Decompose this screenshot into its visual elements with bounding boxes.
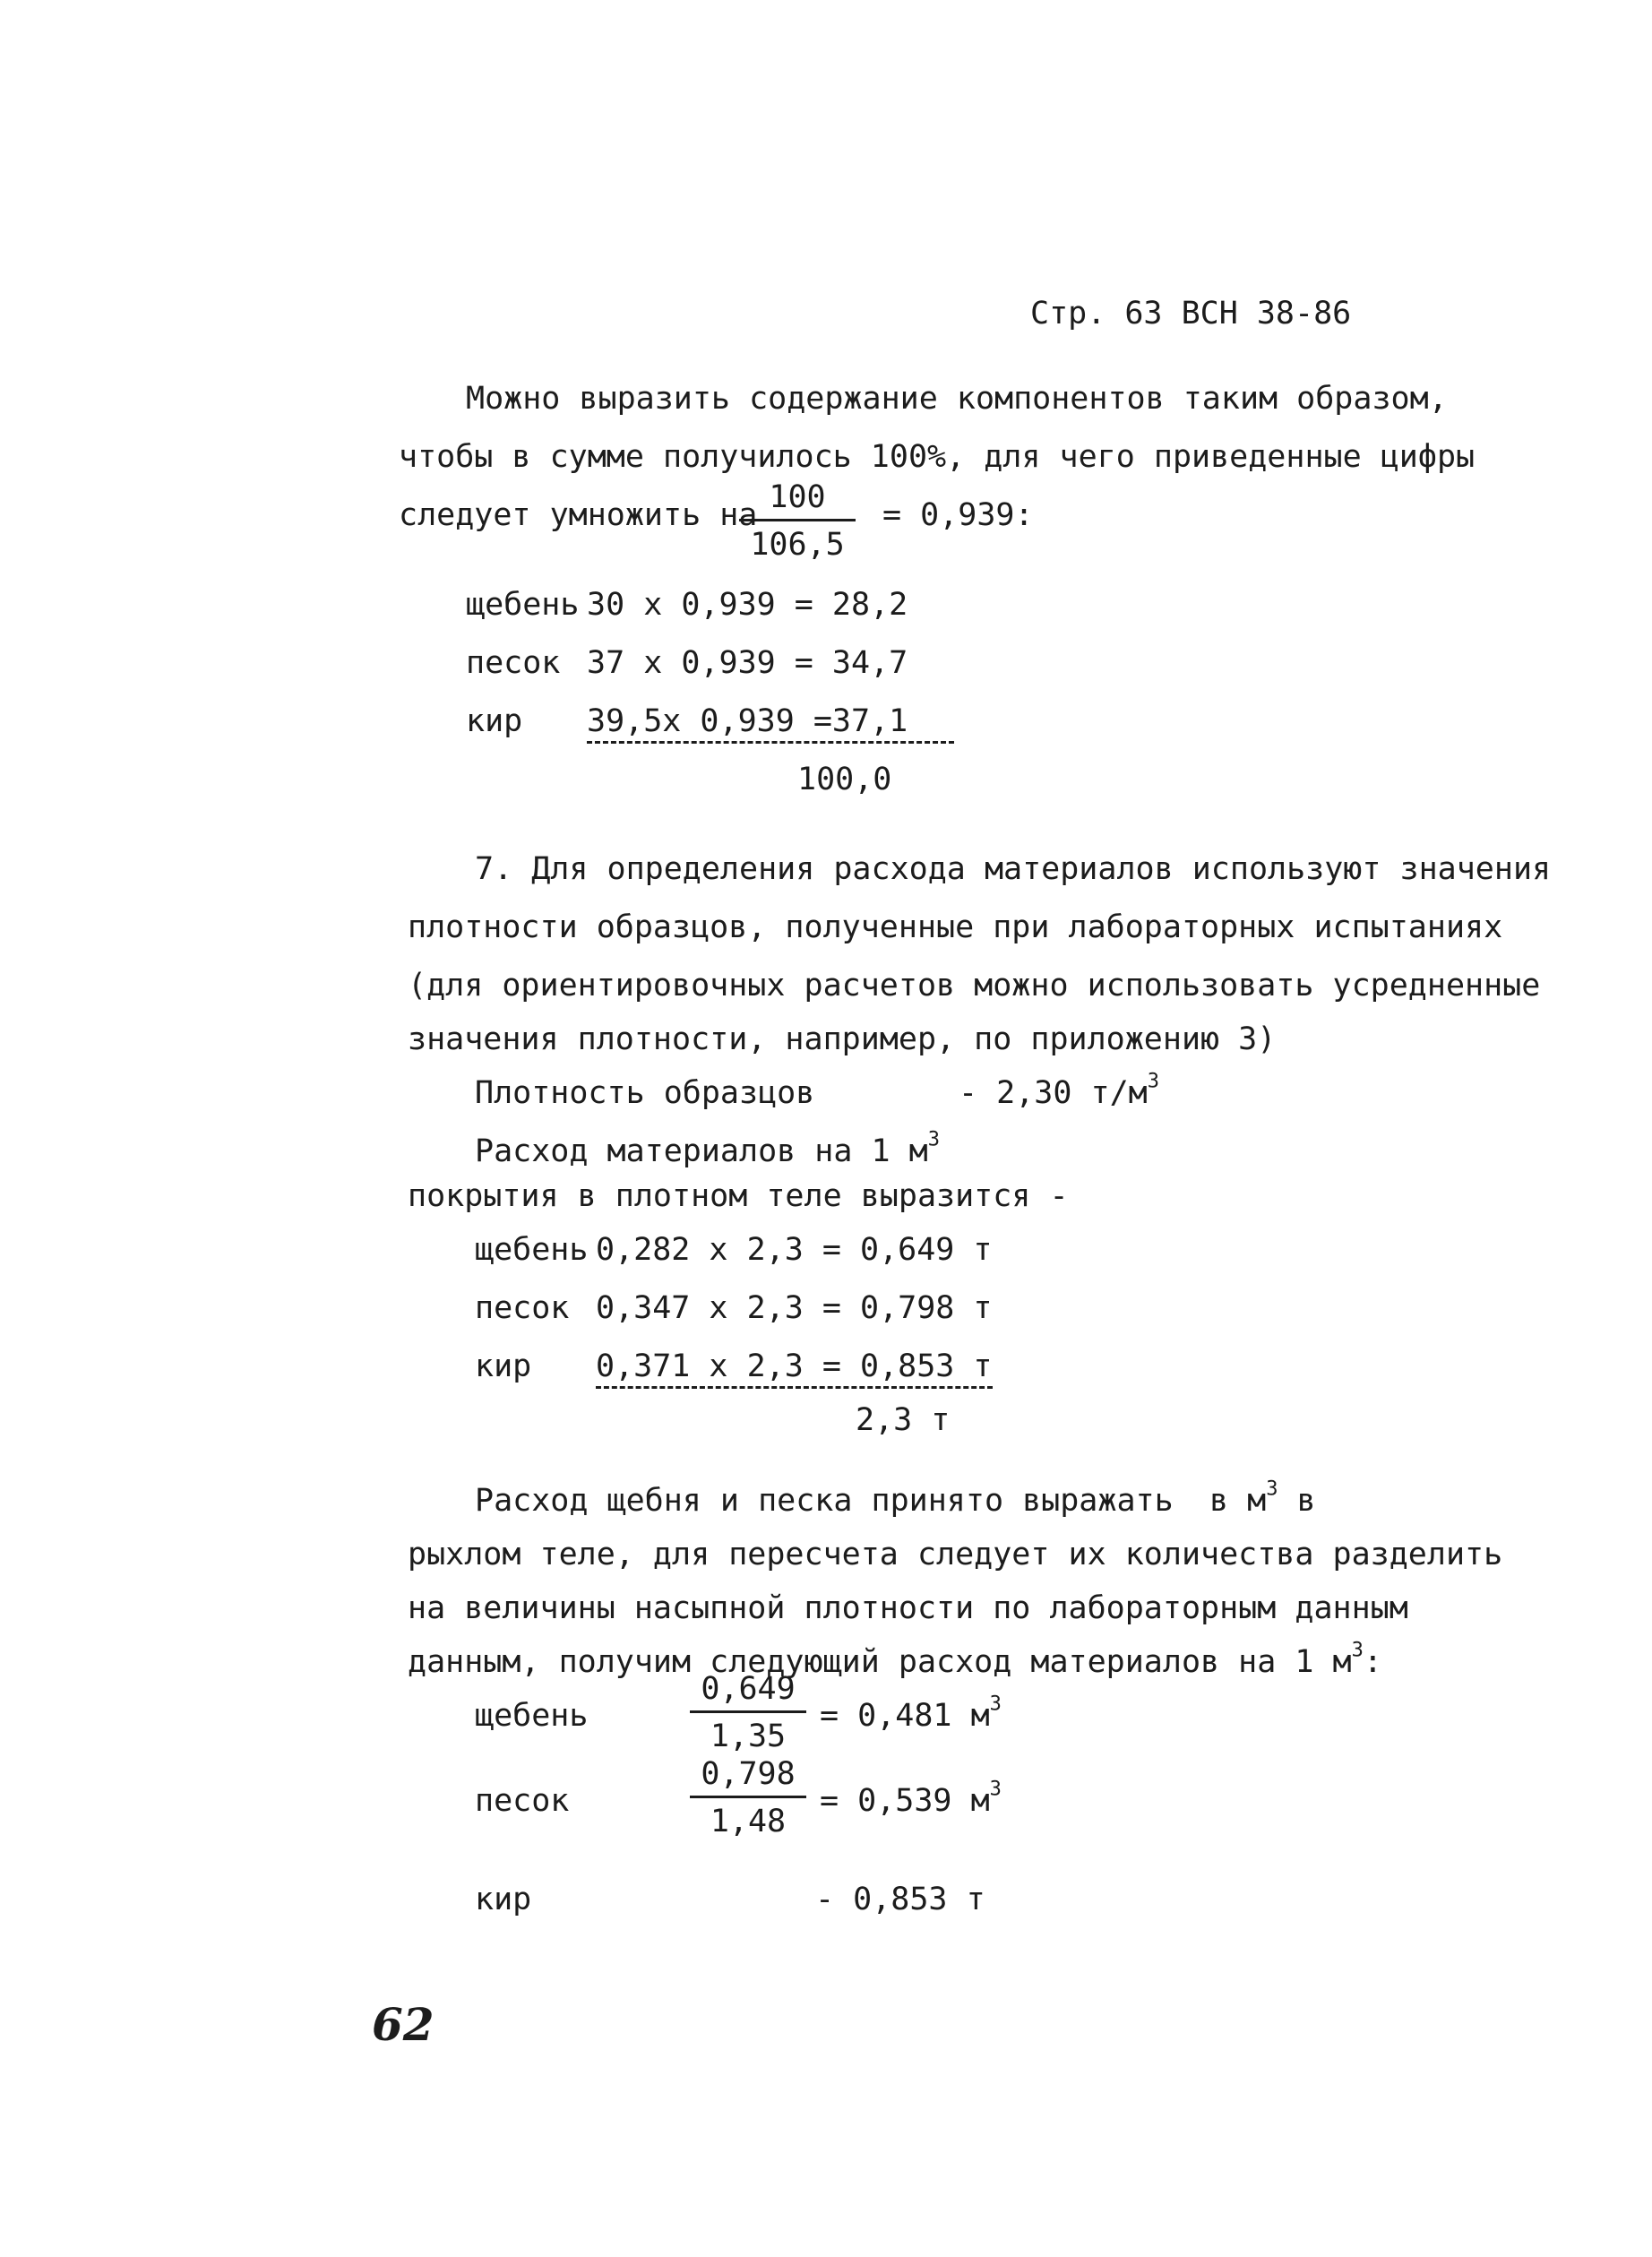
conversion-line-4-end: : bbox=[1363, 1644, 1382, 1680]
calc3-fraction-denominator: 1,35 bbox=[710, 1719, 787, 1754]
density-label: Плотность образцов bbox=[475, 1075, 815, 1111]
conversion-line-2: рыхлом теле, для пересчета следует их количества разделить bbox=[408, 1537, 1503, 1572]
section7-line-2: плотности образцов, полученные при лабораторных испытаниях bbox=[408, 909, 1503, 945]
section7-line-3: (для ориентировочных расчетов можно использовать усредненные bbox=[408, 968, 1541, 1004]
calc3-fraction bbox=[690, 1671, 806, 1754]
calc3-row-label: щебень bbox=[475, 1698, 589, 1734]
intro-fraction-denominator: 106,5 bbox=[750, 527, 845, 563]
calc3-row-result-text: = 0,539 м bbox=[820, 1783, 990, 1819]
calc3-fraction bbox=[690, 1756, 806, 1839]
conversion-line-4-text: данным, получим следующий расход материалов на 1 м bbox=[408, 1644, 1352, 1680]
calc3-row-result-text: = 0,481 м bbox=[820, 1698, 990, 1734]
calc1-row-label: кир bbox=[466, 703, 523, 739]
intro-fraction-numerator: 100 bbox=[739, 479, 856, 521]
conversion-line-1-tail-text: в м bbox=[1209, 1483, 1267, 1519]
calc3-row-label: песок bbox=[475, 1783, 570, 1819]
intro-line-3-prefix: следует умножить на bbox=[399, 497, 758, 533]
calc3-kir-result: - 0,853 т bbox=[815, 1882, 985, 1917]
calc1-row-label: щебень bbox=[466, 587, 580, 623]
density-unit-sup: 3 bbox=[1147, 1070, 1159, 1093]
conversion-line-4-sup: 3 bbox=[1351, 1639, 1364, 1662]
calc1-row-expr: 39,5х 0,939 =37,1 bbox=[587, 703, 954, 744]
calc2-row-expr: 0,282 х 2,3 = 0,649 т bbox=[596, 1232, 993, 1268]
conversion-line-1: Расход щебня и песка принято выражать bbox=[475, 1483, 1174, 1519]
calc2-total: 2,3 т bbox=[856, 1402, 951, 1438]
calc1-row-expr: 37 х 0,939 = 34,7 bbox=[587, 645, 908, 681]
calc2-row-label: щебень bbox=[475, 1232, 589, 1268]
calc1-row-expr: 30 х 0,939 = 28,2 bbox=[587, 587, 908, 623]
conversion-line-1-tail bbox=[1209, 1477, 1316, 1519]
page-number: 62 bbox=[372, 1998, 435, 2051]
intro-line-3-suffix: = 0,939: bbox=[882, 497, 1034, 533]
calc3-kir-label: кир bbox=[475, 1882, 532, 1917]
density-value-text: - 2,30 т/м bbox=[959, 1075, 1148, 1111]
calc1-row-label: песок bbox=[466, 645, 561, 681]
calc3-fraction-denominator: 1,48 bbox=[710, 1804, 787, 1839]
consumption-line-1-sup: 3 bbox=[927, 1128, 940, 1151]
section7-line-1: 7. Для определения расхода материалов используют значения bbox=[475, 851, 1552, 887]
calc3-row-result bbox=[820, 1693, 1002, 1734]
calc2-row-expr: 0,371 х 2,3 = 0,853 т bbox=[596, 1348, 993, 1389]
consumption-line-1 bbox=[475, 1128, 940, 1169]
intro-fraction bbox=[739, 479, 856, 563]
calc1-total: 100,0 bbox=[797, 762, 892, 797]
consumption-line-1-text: Расход материалов на 1 м bbox=[475, 1133, 928, 1169]
calc3-row-result-sup: 3 bbox=[989, 1693, 1002, 1716]
conversion-line-3: на величины насыпной плотности по лабораторным данным bbox=[408, 1590, 1408, 1626]
page-header: Стр. 63 ВСН 38-86 bbox=[1030, 296, 1352, 332]
calc3-row-result-sup: 3 bbox=[989, 1778, 1002, 1801]
conversion-line-1-sup: 3 bbox=[1266, 1477, 1278, 1501]
calc3-fraction-numerator: 0,798 bbox=[690, 1756, 806, 1798]
calc2-row-expr: 0,347 х 2,3 = 0,798 т bbox=[596, 1290, 993, 1326]
calc2-row-label: песок bbox=[475, 1290, 570, 1326]
consumption-line-2: покрытия в плотном теле выразится - bbox=[408, 1178, 1069, 1214]
calc2-row-label: кир bbox=[475, 1348, 532, 1384]
calc3-row-result bbox=[820, 1778, 1002, 1819]
calc3-fraction-numerator: 0,649 bbox=[690, 1671, 806, 1713]
conversion-line-1-end: в bbox=[1296, 1483, 1316, 1519]
intro-line-2: чтобы в сумме получилось 100%, для чего приведенные цифры bbox=[399, 439, 1476, 475]
intro-line-1: Можно выразить содержание компонентов таким образом, bbox=[466, 381, 1448, 417]
section7-line-4: значения плотности, например, по приложению 3) bbox=[408, 1021, 1277, 1057]
conversion-line-4 bbox=[408, 1639, 1382, 1680]
density-value bbox=[959, 1070, 1159, 1111]
